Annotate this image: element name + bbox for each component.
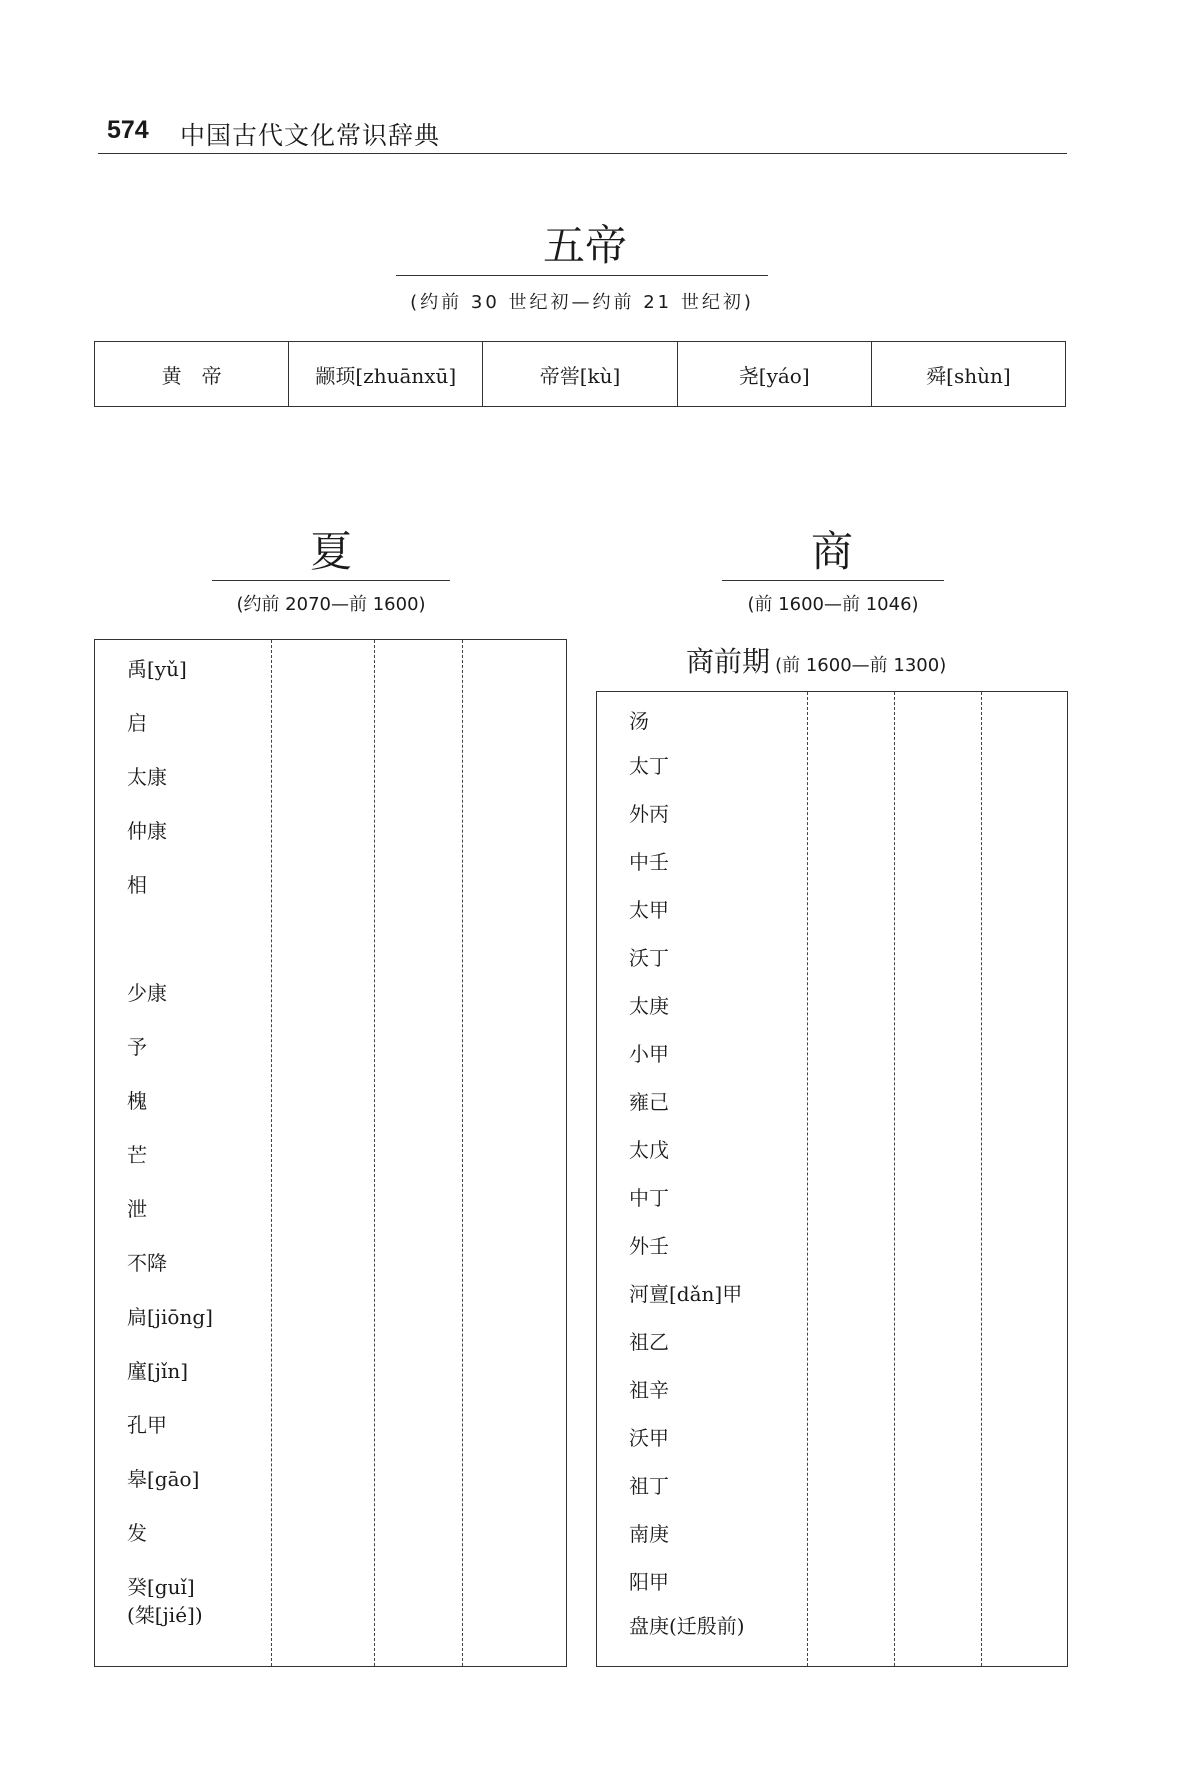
book-title: 中国古代文化常识辞典 [180, 121, 441, 150]
ruler-name: 太戊 [629, 1138, 669, 1162]
ruler-name: 太庚 [629, 994, 669, 1018]
shang-period-heading [686, 640, 946, 680]
ruler-name: (桀[jié]) [127, 1603, 203, 1627]
ruler-name: 廑[jǐn] [127, 1359, 189, 1383]
wudi-table [94, 341, 1066, 407]
ruler-name: 癸[guǐ] [127, 1575, 195, 1599]
ruler-name: 孔甲 [127, 1413, 167, 1437]
wudi-title: 五帝 [542, 221, 627, 270]
ruler-name: 外丙 [629, 802, 669, 826]
dashed-divider [374, 640, 375, 1666]
ruler-name: 发 [127, 1521, 147, 1545]
xia-dates: (约前 2070—前 1600) [236, 594, 426, 615]
shang-period-dates: (前 1600—前 1300) [775, 655, 947, 676]
page-number: 574 [107, 116, 149, 144]
dashed-divider [462, 640, 463, 1666]
ruler-name: 少康 [127, 981, 167, 1005]
ruler-name: 皋[gāo] [127, 1467, 200, 1491]
ruler-name: 沃甲 [629, 1426, 669, 1450]
ruler-name: 太丁 [629, 754, 669, 778]
wudi-cell: 颛顼[zhuānxū] [288, 342, 482, 406]
ruler-name: 予 [127, 1035, 147, 1059]
ruler-name: 太甲 [629, 898, 669, 922]
ruler-name: 扃[jiōng] [127, 1305, 213, 1329]
shang-title-rule [722, 580, 944, 581]
ruler-name: 祖丁 [629, 1474, 669, 1498]
wudi-title-rule [396, 275, 768, 276]
shang-ruler-box [596, 691, 1068, 1667]
ruler-name: 盘庚(迁殷前) [629, 1614, 745, 1638]
header-rule [98, 153, 1067, 154]
ruler-name: 芒 [127, 1143, 147, 1167]
ruler-name: 启 [127, 711, 147, 735]
dashed-divider [807, 692, 808, 1666]
wudi-dates: (约前 30 世纪初—约前 21 世纪初) [410, 292, 754, 313]
ruler-name: 仲康 [127, 819, 167, 843]
ruler-name: 禹[yǔ] [127, 657, 187, 681]
dashed-divider [894, 692, 895, 1666]
ruler-name: 相 [127, 873, 147, 897]
ruler-name: 小甲 [629, 1042, 669, 1066]
ruler-name: 中壬 [629, 850, 669, 874]
ruler-name: 雍己 [629, 1090, 669, 1114]
ruler-name: 祖乙 [629, 1330, 669, 1354]
ruler-name: 祖辛 [629, 1378, 669, 1402]
dashed-divider [271, 640, 272, 1666]
shang-period-title: 商前期 [686, 645, 771, 678]
ruler-name: 汤 [629, 709, 649, 733]
shang-title: 商 [810, 527, 853, 576]
shang-dates: (前 1600—前 1046) [747, 594, 919, 615]
wudi-cell: 黄 帝 [161, 363, 222, 388]
xia-title: 夏 [309, 527, 352, 576]
ruler-name: 南庚 [629, 1522, 669, 1546]
xia-ruler-box [94, 639, 567, 1667]
ruler-name: 槐 [127, 1089, 147, 1113]
ruler-name: 太康 [127, 765, 167, 789]
wudi-cell: 舜[shùn] [871, 342, 1065, 406]
ruler-name: 沃丁 [629, 946, 669, 970]
ruler-name: 河亶[dǎn]甲 [629, 1282, 743, 1306]
ruler-name: 外壬 [629, 1234, 669, 1258]
ruler-name: 阳甲 [629, 1570, 669, 1594]
wudi-cell: 帝喾[kù] [482, 342, 676, 406]
xia-title-rule [212, 580, 450, 581]
dashed-divider [981, 692, 982, 1666]
wudi-cell: 尧[yáo] [677, 342, 871, 406]
ruler-name: 中丁 [629, 1186, 669, 1210]
ruler-name: 泄 [127, 1197, 147, 1221]
ruler-name: 不降 [127, 1251, 167, 1275]
